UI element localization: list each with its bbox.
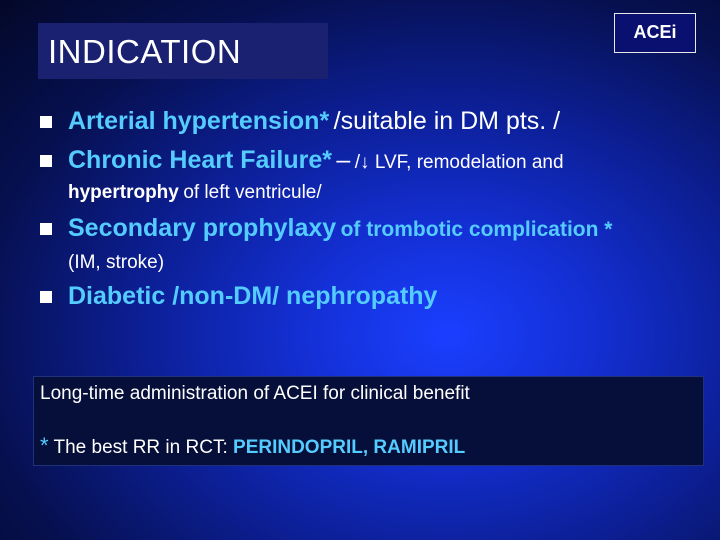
note-line-2-prefix: The best RR in RCT: [53,437,228,458]
item-1-detail: /suitable in DM pts. / [333,107,561,135]
bullet-1-icon [40,116,52,128]
item-1 [68,107,560,136]
note-asterisk: * [40,433,49,458]
item-2-continued [68,182,322,204]
item-2 [68,146,564,175]
bullet-2-icon [40,155,52,167]
note-line-1: Long-time administration of ACEI for clinical benefit [40,383,470,404]
item-1-main: Arterial hypertension* [68,107,330,135]
acei-tag-label: ACEi [633,22,677,42]
note-drugs: PERINDOPRIL, RAMIPRIL [233,437,466,458]
item-2-dash: – [336,146,351,174]
item-3-cont-plain: (IM, stroke) [68,252,165,273]
item-2-cont-plain: of left ventricule/ [183,182,322,203]
page-title: INDICATION [48,33,242,70]
item-3-main2: of trombotic complication * [340,218,613,241]
bullet-4-icon [40,291,52,303]
item-3-continued [68,252,164,274]
bullet-3-icon [40,223,52,235]
item-4-main: Diabetic /non-DM/ nephropathy [68,282,438,310]
item-2-detail: /↓ LVF, remodelation and [354,152,564,173]
acei-tag [614,13,696,53]
note-box [33,376,704,466]
item-2-main: Chronic Heart Failure* [68,146,332,174]
item-2-cont-bold: hypertrophy [68,182,179,203]
item-4 [68,282,437,311]
note-line-2 [40,433,465,459]
item-3-main: Secondary prophylaxy [68,214,337,242]
item-3 [68,214,612,243]
title-box [38,23,328,79]
